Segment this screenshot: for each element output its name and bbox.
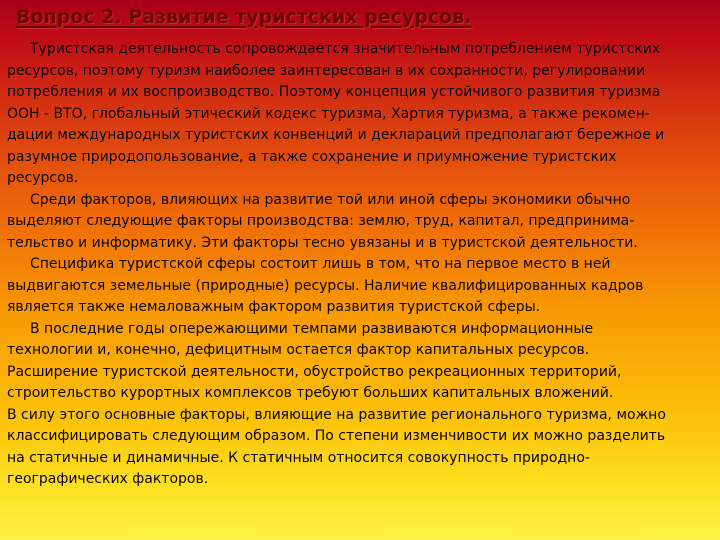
text-line: выделяют следующие факторы производства: землю, труд, капитал, предпринима-: [7, 213, 635, 229]
text-line: Расширение туристской деятельности, обустройство рекреационных территорий,: [7, 363, 622, 380]
text-line: Среди факторов, влияющих на развитие той или иной сферы экономики обычно: [30, 191, 631, 208]
text-line: В последние годы опережающими темпами развиваются информационные: [30, 320, 594, 337]
text-line: на статичные и динамичные. К статичным относится совокупность природно-: [7, 449, 590, 466]
text-line: ресурсов, поэтому туризм наиболее заинтересован в их сохранности, регулировании: [7, 62, 646, 79]
text-line: Специфика туристской сферы состоит лишь в том, что на первое место в ней: [30, 256, 611, 272]
text-line: ресурсов.: [7, 170, 79, 186]
text-line: строительство курортных комплексов требуют больших капитальных вложений.: [7, 385, 614, 401]
text-line: выдвигаются земельные (природные) ресурсы. Наличие квалифицированных кадров: [7, 277, 644, 294]
text-line: географических факторов.: [7, 471, 209, 487]
text-line: дации международных туристских конвенций и деклараций предполагают бережное и: [7, 127, 665, 143]
text-line: разумное природопользование, а также сохранение и приумножение туристских: [7, 148, 617, 165]
text-line: тельство и информатику. Эти факторы тесно увязаны и в туристской деятельности.: [7, 234, 638, 251]
text-line: ООН - ВТО, глобальный этический кодекс туризма, Хартия туризма, а также рекомен-: [7, 105, 650, 122]
slide-title: Вопрос 2. Развитие туристских ресурсов.: [16, 6, 472, 28]
text-line: Туристская деятельность сопровождается значительным потреблением туристских: [30, 41, 661, 57]
text-line: В силу этого основные факторы, влияющие на развитие регионального туризма, можно: [7, 406, 666, 423]
slide-body-text: [7, 39, 713, 491]
text-line: технологии и, конечно, дефицитным остается фактор капитальных ресурсов.: [7, 342, 590, 358]
text-line: является также немаловажным фактором развития туристской сферы.: [7, 299, 541, 315]
text-line: потребления и их воспроизводство. Поэтому концепция устойчивого развития туризма: [7, 84, 661, 100]
text-line: классифицировать следующим образом. По степени изменчивости их можно разделить: [7, 428, 666, 444]
